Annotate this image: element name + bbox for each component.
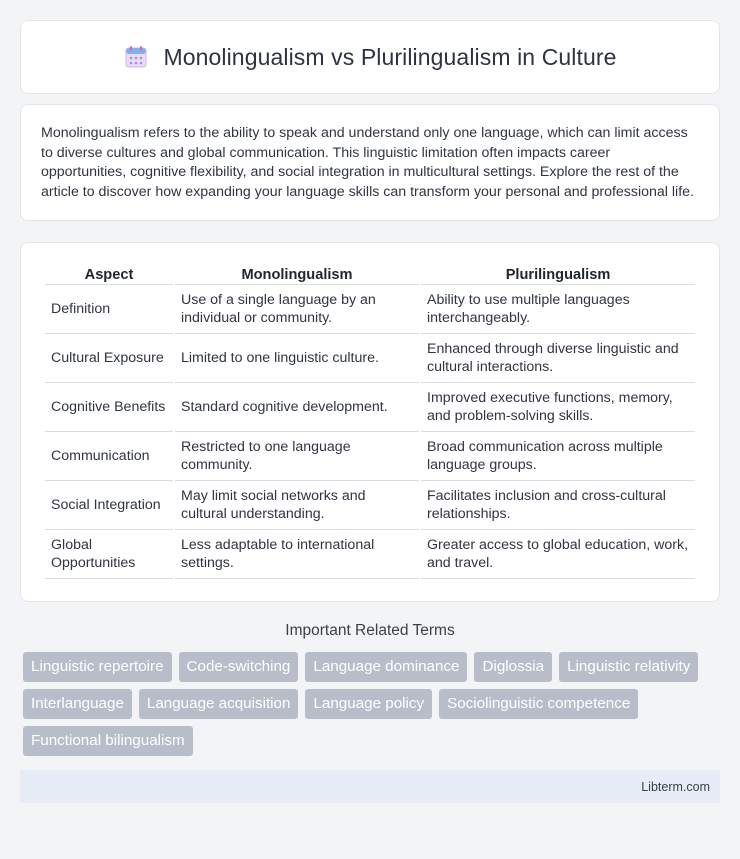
cell-plurilingualism: Greater access to global education, work, and travel. bbox=[421, 530, 695, 579]
header-plurilingualism: Plurilingualism bbox=[421, 265, 695, 285]
cell-aspect: Definition bbox=[45, 285, 173, 334]
header-card bbox=[20, 20, 720, 94]
cell-monolingualism: Limited to one linguistic culture. bbox=[175, 334, 419, 383]
tag-linguistic-repertoire[interactable]: Linguistic repertoire bbox=[23, 652, 172, 682]
cell-plurilingualism: Ability to use multiple languages interchangeably. bbox=[421, 285, 695, 334]
tag-linguistic-relativity[interactable]: Linguistic relativity bbox=[559, 652, 698, 682]
table-row bbox=[45, 285, 695, 334]
related-terms-section bbox=[20, 622, 720, 756]
cell-plurilingualism: Improved executive functions, memory, and problem-solving skills. bbox=[421, 383, 695, 432]
calendar-icon bbox=[123, 44, 149, 70]
related-terms-list bbox=[20, 652, 720, 756]
table-row bbox=[45, 334, 695, 383]
tag-language-acquisition[interactable]: Language acquisition bbox=[139, 689, 299, 719]
tag-language-dominance[interactable]: Language dominance bbox=[305, 652, 467, 682]
comparison-table bbox=[43, 265, 697, 579]
cell-aspect: Global Opportunities bbox=[45, 530, 173, 579]
cell-plurilingualism: Enhanced through diverse linguistic and cultural interactions. bbox=[421, 334, 695, 383]
cell-aspect: Cultural Exposure bbox=[45, 334, 173, 383]
tag-code-switching[interactable]: Code-switching bbox=[179, 652, 299, 682]
cell-monolingualism: Standard cognitive development. bbox=[175, 383, 419, 432]
comparison-card bbox=[20, 242, 720, 602]
header-aspect: Aspect bbox=[45, 265, 173, 285]
table-row bbox=[45, 432, 695, 481]
cell-aspect: Communication bbox=[45, 432, 173, 481]
cell-monolingualism: Less adaptable to international settings. bbox=[175, 530, 419, 579]
cell-monolingualism: May limit social networks and cultural understanding. bbox=[175, 481, 419, 530]
tag-interlanguage[interactable]: Interlanguage bbox=[23, 689, 132, 719]
header-monolingualism: Monolingualism bbox=[175, 265, 419, 285]
table-row bbox=[45, 383, 695, 432]
tag-sociolinguistic-competence[interactable]: Sociolinguistic competence bbox=[439, 689, 638, 719]
cell-monolingualism: Restricted to one language community. bbox=[175, 432, 419, 481]
cell-aspect: Social Integration bbox=[45, 481, 173, 530]
page-title: Monolingualism vs Plurilingualism in Culture bbox=[163, 43, 617, 70]
tag-diglossia[interactable]: Diglossia bbox=[474, 652, 552, 682]
table-header-row bbox=[45, 265, 695, 285]
cell-aspect: Cognitive Benefits bbox=[45, 383, 173, 432]
table-row bbox=[45, 481, 695, 530]
footer-brand[interactable]: Libterm.com bbox=[641, 779, 710, 794]
footer bbox=[20, 770, 720, 803]
cell-monolingualism: Use of a single language by an individual or community. bbox=[175, 285, 419, 334]
cell-plurilingualism: Broad communication across multiple language groups. bbox=[421, 432, 695, 481]
intro-text: Monolingualism refers to the ability to speak and understand only one language, which can limit access to diverse cultures and global communication. This linguistic limitation often impacts career opportunities, cognitive flexibility, and social integration in multicultural settings. Explore the rest of the article to discover how expanding your language skills can transform your personal and professional life. bbox=[41, 125, 694, 200]
tag-language-policy[interactable]: Language policy bbox=[305, 689, 432, 719]
tag-functional-bilingualism[interactable]: Functional bilingualism bbox=[23, 726, 193, 756]
related-terms-title: Important Related Terms bbox=[285, 622, 455, 640]
cell-plurilingualism: Facilitates inclusion and cross-cultural relationships. bbox=[421, 481, 695, 530]
table-row bbox=[45, 530, 695, 579]
intro-card bbox=[20, 104, 720, 221]
